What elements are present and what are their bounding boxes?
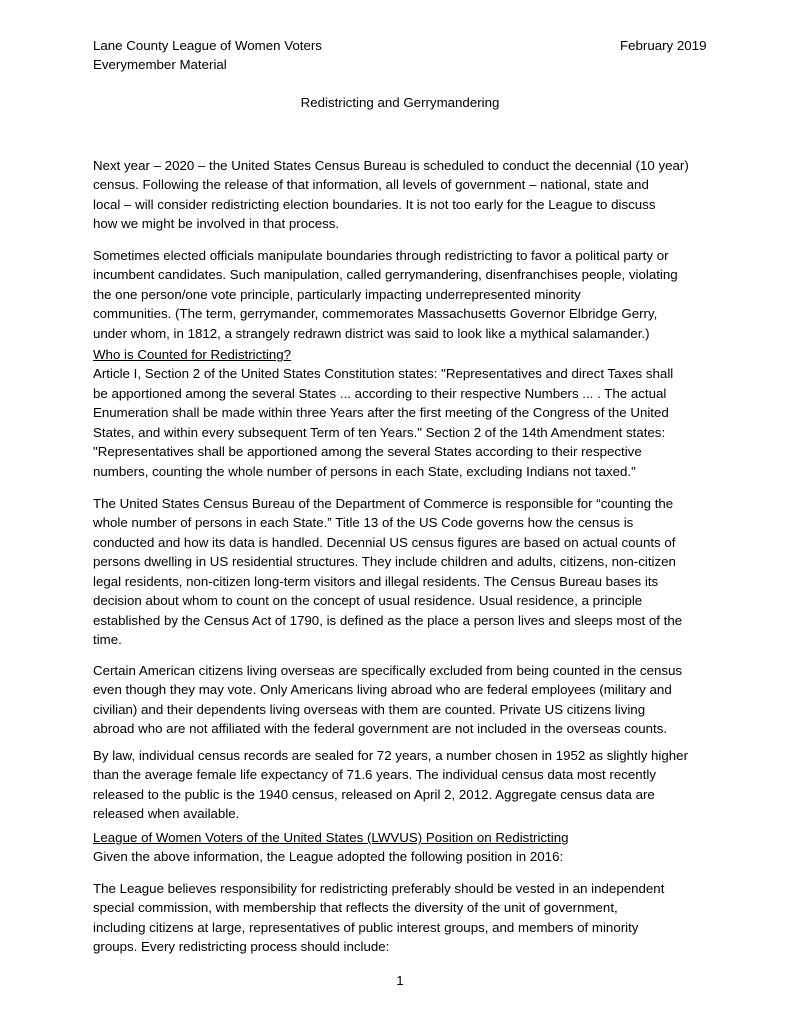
text-line: including citizens at large, representatives of public interest groups, and members of minority — [93, 919, 639, 935]
text-line: special commission, with membership that reflects the diversity of the unit of government, — [93, 900, 618, 916]
paragraph-intro — [93, 156, 689, 234]
text-line: released when available. — [93, 806, 240, 822]
text-line: local – will consider redistricting election boundaries. It is not too early for the League to discuss — [93, 196, 656, 212]
text-line: civilian) and their dependents living overseas with them are counted. Private US citizens living — [93, 701, 646, 717]
text-line: The League believes responsibility for redistricting preferably should be vested in an independent — [93, 881, 665, 896]
text-line: Given the above information, the League adopted the following position in 2016: — [93, 849, 564, 865]
text-line: Certain American citizens living overseas are specifically excluded from being counted in the census — [93, 663, 683, 678]
document-title: Redistricting and Gerrymandering — [300, 95, 500, 110]
text-line: States, and within every subsequent Term of ten Years." Section 2 of the 14th Amendment states: — [93, 424, 666, 440]
text-line: whole number of persons in each State.” Title 13 of the US Code governs how the census is — [93, 515, 634, 531]
text-line: "Representatives shall be apportioned among the several States according to their respective — [93, 444, 642, 460]
text-line: Sometimes elected officials manipulate boundaries through redistricting to favor a political party or — [93, 248, 669, 263]
paragraph-census-bureau — [93, 494, 682, 650]
text-line: established by the Census Act of 1790, is defined as the place a person lives and sleeps most of the — [93, 612, 683, 628]
text-line: conducted and how its data is handled. Decennial US census figures are based on actual counts of — [93, 534, 676, 550]
org-name: Lane County League of Women Voters — [93, 38, 322, 53]
text-line: abroad who are not affiliated with the federal government are not included in the overseas counts. — [93, 721, 668, 737]
text-line: The United States Census Bureau of the Department of Commerce is responsible for “counting the — [93, 496, 674, 511]
text-line: Article I, Section 2 of the United States Constitution states: "Representatives and direct Taxes shall — [93, 366, 674, 382]
section-heading: League of Women Voters of the United States (LWVUS) Position on Redistricting — [93, 830, 569, 845]
paragraph-overseas — [93, 661, 682, 739]
text-line: Enumeration shall be made within three Years after the first meeting of the Congress of the United — [93, 405, 669, 421]
text-line: groups. Every redistricting process should include: — [93, 939, 390, 955]
text-line: census. Following the release of that information, all levels of government – national, state and — [93, 177, 649, 193]
header-left — [93, 36, 322, 75]
text-line: decision about whom to count on the concept of usual residence. Usual residence, a principle — [93, 593, 643, 609]
text-line: By law, individual census records are sealed for 72 years, a number chosen in 1952 as slightly higher — [93, 748, 688, 763]
paragraph-constitution — [93, 364, 673, 481]
paragraph-position — [93, 879, 664, 957]
text-line: even though they may vote. Only Americans living abroad who are federal employees (military and — [93, 682, 672, 698]
text-line: incumbent candidates. Such manipulation, called gerrymandering, disenfranchises people, violating — [93, 267, 678, 283]
header-subtitle: Everymember Material — [93, 57, 227, 73]
header-date: February 2019 — [620, 38, 707, 53]
text-line: under whom, in 1812, a strangely redrawn district was said to look like a mythical salamander.) — [93, 325, 650, 341]
text-line: time. — [93, 632, 122, 648]
paragraph-records — [93, 746, 688, 824]
text-line: than the average female life expectancy of 71.6 years. The individual census data most recently — [93, 767, 656, 783]
text-line: persons dwelling in US residential structures. They include children and adults, citizens, non-citizen — [93, 554, 676, 570]
paragraph-given — [93, 847, 568, 866]
section-lwvus-position — [93, 828, 568, 867]
text-line: communities. (The term, gerrymander, commemorates Massachusetts Governor Elbridge Gerry, — [93, 306, 658, 322]
text-line: be apportioned among the several States ... according to their respective Numbers ... . The actual — [93, 385, 667, 401]
text-line: numbers, counting the whole number of persons in each State, excluding Indians not taxed." — [93, 463, 636, 479]
section-who-is-counted — [93, 345, 673, 481]
text-line: the one person/one vote principle, particularly impacting underrepresented minority — [93, 286, 581, 302]
text-line: released to the public is the 1940 census, released on April 2, 2012. Aggregate census data are — [93, 786, 655, 802]
text-line: Next year – 2020 – the United States Census Bureau is scheduled to conduct the decennial (10 year) — [93, 158, 689, 173]
paragraph-gerrymandering — [93, 246, 678, 343]
section-heading: Who is Counted for Redistricting? — [93, 347, 292, 362]
page-number: 1 — [396, 973, 404, 988]
text-line: legal residents, non-citizen long-term visitors and illegal residents. The Census Bureau bases its — [93, 573, 659, 589]
text-line: how we might be involved in that process. — [93, 216, 340, 232]
